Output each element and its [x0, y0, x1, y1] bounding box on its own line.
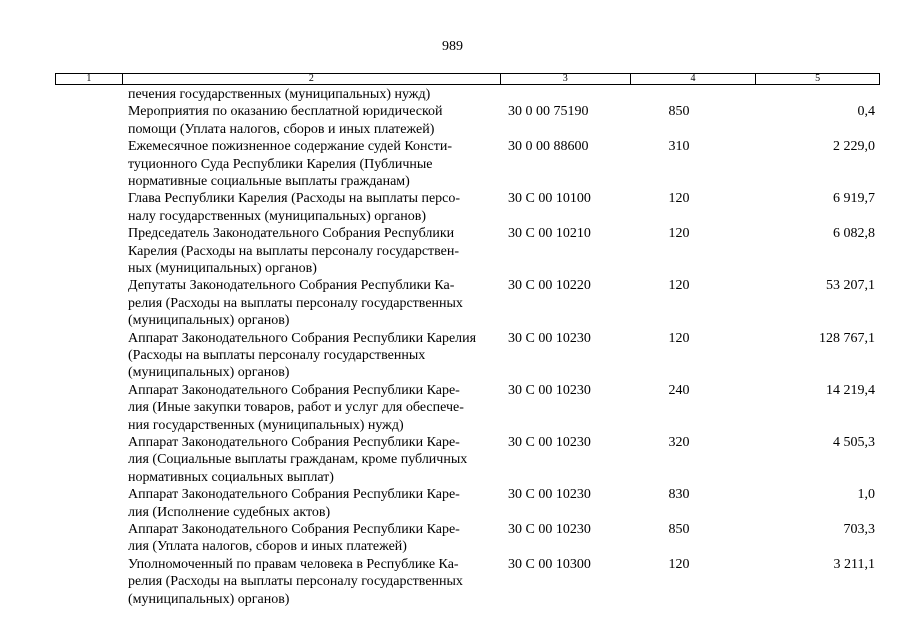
column-header-4: 4 [631, 74, 757, 84]
row-description [128, 225, 500, 277]
row-amount: 6 082,8 [833, 226, 875, 242]
table-row [0, 486, 905, 521]
row-description-line: Аппарат Законодательного Собрания Республики Каре- [128, 434, 460, 450]
row-description [128, 486, 500, 521]
row-description-line: (муниципальных) органов) [128, 591, 290, 607]
row-expense-type: 850 [668, 521, 690, 537]
row-code: 30 0 00 88600 [508, 139, 589, 155]
row-description-line: Мероприятия по оказанию бесплатной юридической [128, 104, 443, 120]
row-amount: 703,3 [843, 521, 875, 537]
table-row [0, 382, 905, 434]
row-description [128, 521, 500, 556]
row-description-line: (муниципальных) органов) [128, 365, 290, 381]
row-description [128, 330, 500, 382]
row-expense-type: 310 [668, 139, 690, 155]
row-amount: 128 767,1 [819, 330, 875, 346]
row-description-line: туционного Суда Республики Карелия (Публичные [128, 156, 433, 172]
table-row [0, 521, 905, 556]
row-code: 30 0 00 75190 [508, 104, 589, 120]
row-description-line: Депутаты Законодательного Собрания Республики Ка- [128, 278, 455, 294]
row-description-line: Глава Республики Карелия (Расходы на выплаты персо- [128, 191, 461, 207]
table-row [0, 225, 905, 277]
row-code: 30 С 00 10230 [508, 521, 591, 537]
row-expense-type: 120 [668, 278, 690, 294]
row-amount: 4 505,3 [833, 434, 875, 450]
row-amount: 2 229,0 [833, 139, 875, 155]
row-code: 30 С 00 10230 [508, 330, 591, 346]
row-description-line: помощи (Уплата налогов, сборов и иных платежей) [128, 121, 435, 137]
row-description-line: Аппарат Законодательного Собрания Республики Карелия [128, 330, 477, 346]
row-expense-type: 240 [668, 382, 690, 398]
column-header-2: 2 [123, 74, 501, 84]
row-expense-type: 830 [668, 487, 690, 503]
row-description [128, 190, 500, 225]
table-row [0, 138, 905, 190]
row-description-line: релия (Расходы на выплаты персоналу государственных [128, 574, 463, 590]
row-expense-type: 320 [668, 434, 690, 450]
row-description-line: (Расходы на выплаты персоналу государственных [128, 347, 426, 363]
row-code: 30 С 00 10210 [508, 226, 591, 242]
column-header-3: 3 [501, 74, 631, 84]
row-amount: 14 219,4 [826, 382, 875, 398]
row-code: 30 С 00 10230 [508, 382, 591, 398]
row-description-line: лия (Уплата налогов, сборов и иных платежей) [128, 539, 407, 555]
column-header-5: 5 [815, 73, 821, 84]
row-description-line: печения государственных (муниципальных) нужд) [128, 87, 431, 102]
row-description-line: Председатель Законодательного Собрания Республики [128, 226, 455, 242]
row-description-line: Ежемесячное пожизненное содержание судей Консти- [128, 139, 452, 155]
row-description-line: Уполномоченный по правам человека в Республике Ка- [128, 556, 459, 572]
row-description [128, 277, 500, 329]
row-description-line: Аппарат Законодательного Собрания Республики Каре- [128, 382, 460, 398]
row-amount: 1,0 [857, 487, 875, 503]
page-number: 989 [442, 39, 463, 54]
row-code: 30 С 00 10100 [508, 191, 591, 207]
row-description-line: налу государственных (муниципальных) органов) [128, 208, 426, 224]
row-code: 30 С 00 10230 [508, 487, 591, 503]
table-row [0, 190, 905, 225]
table-row [0, 277, 905, 329]
row-code: 30 С 00 10300 [508, 556, 591, 572]
table-header-row [55, 73, 880, 85]
row-code: 30 С 00 10230 [508, 434, 591, 450]
table-body [0, 86, 905, 608]
row-description [128, 103, 500, 138]
row-amount: 3 211,1 [833, 556, 875, 572]
table-row [0, 86, 905, 103]
row-expense-type: 120 [668, 226, 690, 242]
row-description-line: (муниципальных) органов) [128, 313, 290, 329]
row-description [128, 556, 500, 608]
row-description-line: релия (Расходы на выплаты персоналу государственных [128, 295, 463, 311]
table-row [0, 556, 905, 608]
row-description-line: лия (Иные закупки товаров, работ и услуг для обеспече- [128, 400, 464, 416]
row-amount: 0,4 [857, 104, 875, 120]
row-description-line: Аппарат Законодательного Собрания Республики Каре- [128, 487, 460, 503]
row-description-line: ния государственных (муниципальных) нужд) [128, 417, 404, 433]
row-description-line: нормативных социальных выплат) [128, 469, 334, 485]
row-amount: 53 207,1 [826, 278, 875, 294]
row-description-line: Аппарат Законодательного Собрания Республики Каре- [128, 521, 460, 537]
row-description [128, 382, 500, 434]
column-header-1: 1 [56, 74, 123, 84]
table-row [0, 103, 905, 138]
row-description [128, 138, 500, 190]
table-row [0, 434, 905, 486]
row-description [128, 434, 500, 486]
row-description-line: нормативные социальные выплаты гражданам) [128, 174, 410, 189]
row-expense-type: 120 [668, 556, 690, 572]
table-row [0, 330, 905, 382]
row-description-line: ных (муниципальных) органов) [128, 260, 317, 276]
row-description-line: лия (Социальные выплаты гражданам, кроме публичных [128, 452, 468, 468]
row-description-line: Карелия (Расходы на выплаты персоналу государствен- [128, 243, 460, 259]
row-expense-type: 850 [668, 104, 690, 120]
row-description [128, 86, 500, 103]
row-amount: 6 919,7 [833, 191, 875, 207]
row-description-line: лия (Исполнение судебных актов) [128, 504, 331, 520]
row-code: 30 С 00 10220 [508, 278, 591, 294]
row-expense-type: 120 [668, 330, 690, 346]
row-expense-type: 120 [668, 191, 690, 207]
